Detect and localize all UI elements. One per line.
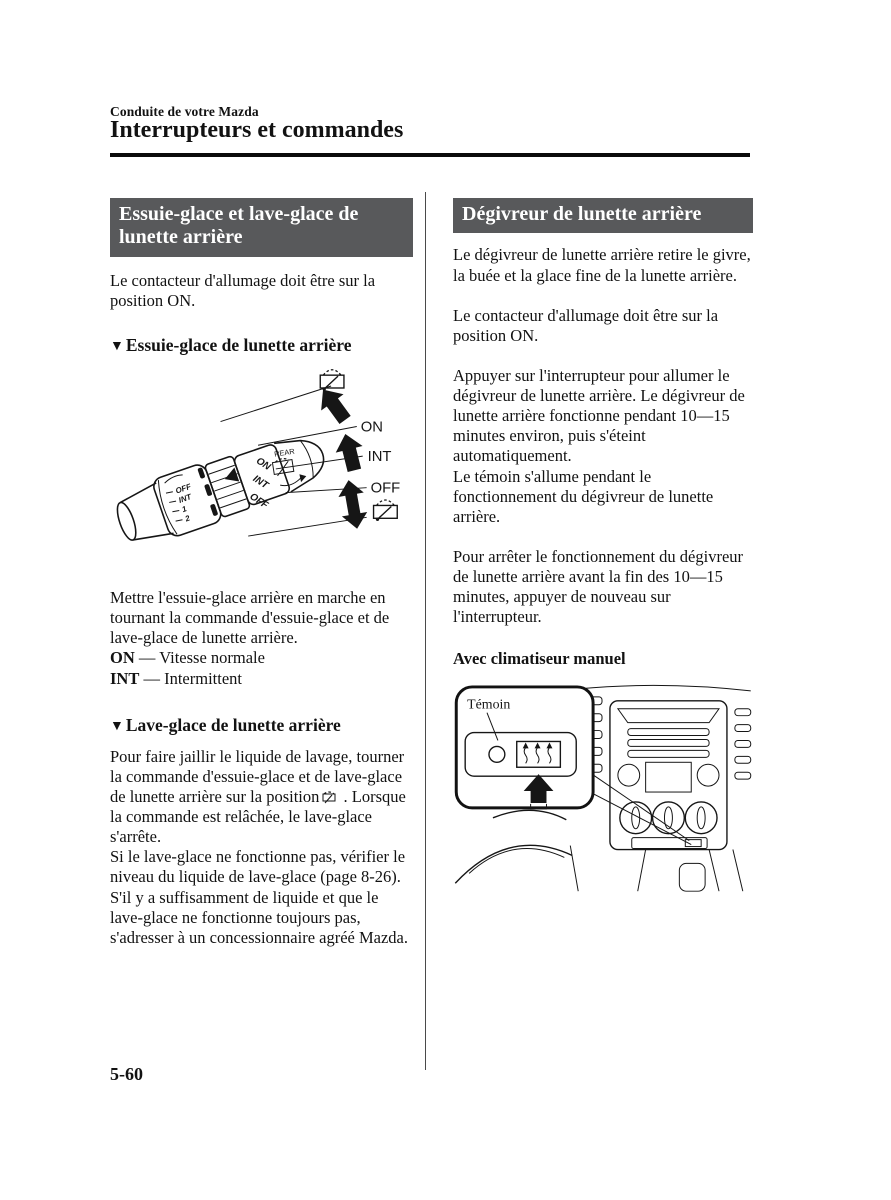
hvac-knobs xyxy=(620,802,717,834)
page-number: 5-60 xyxy=(110,1064,143,1084)
defroster-switch-diagram xyxy=(453,679,753,913)
diagram-label-int: INT xyxy=(367,449,392,466)
column-divider xyxy=(425,192,426,1070)
rear-washer-icon xyxy=(321,789,337,804)
paragraph-defroster-operation: Appuyer sur l'interrupteur pour allumer le dégivreur de lunette arrière. Le dégivreur de lunette arrière fonctionne pendant 10—15 minutes environ, puis s'éteint automatiquement. xyxy=(453,365,745,466)
triangle-marker-icon: ▼ xyxy=(110,718,124,734)
knob-label-2: 2 xyxy=(183,513,192,524)
callout-label: Témoin xyxy=(467,698,511,714)
wiper-stalk xyxy=(110,425,334,558)
legend-desc: — Vitesse normale xyxy=(134,648,265,668)
collar-label-int: INT xyxy=(250,473,271,492)
collar-label-on: ON xyxy=(253,455,273,473)
steering-wheel xyxy=(455,811,578,892)
subsection-heading-rear-washer xyxy=(110,715,413,736)
legend-desc: — Intermittent xyxy=(139,668,242,688)
section-title-wiper-washer: Essuie-glace et lave-glace de lunette arrière xyxy=(110,198,413,257)
legend-term: INT xyxy=(110,668,140,688)
paragraph-washer-troubleshoot: Si le lave-glace ne fonctionne pas, vérifier le niveau du liquide de lave-glace (page 8-26). S'il y a suffisamment de liquide et que le lave-glace ne fonctionne toujours pas, s'adresser à un concessionnaire agréé Mazda. xyxy=(110,847,408,947)
triangle-marker-icon: ▼ xyxy=(110,339,124,355)
right-vent-slats xyxy=(735,709,751,779)
paragraph-defroster-indicator: Le témoin s'allume pendant le fonctionnement du dégivreur de lunette arrière. xyxy=(453,466,714,526)
page-title: Interrupteurs et commandes xyxy=(110,117,404,143)
knob-label-off: OFF xyxy=(174,481,193,496)
paragraph-defroster-purpose: Le dégivreur de lunette arrière retire le givre, la buée et la glace fine de la lunette arrière. xyxy=(453,245,751,285)
paragraph-ignition-right: Le contacteur d'allumage doit être sur la position ON. xyxy=(453,305,719,345)
knob-label-int: INT xyxy=(177,492,193,505)
paragraph-washer-operation: Pour faire jaillir le liquide de lavage, tourner la commande d'essuie-glace et de lave-glace de lunette arrière sur la position . Lorsque la commande est relâchée, le lave-glace s'arrête. xyxy=(110,746,406,847)
manual-ac-heading: Avec climatiseur manuel xyxy=(453,649,626,669)
paragraph-ignition-left: Le contacteur d'allumage doit être sur la position ON. xyxy=(110,270,376,310)
right-column xyxy=(453,198,753,913)
callout-bubble xyxy=(456,687,593,809)
rear-wiper-stalk-diagram xyxy=(110,366,416,562)
arrow-up-int xyxy=(332,431,368,474)
subsection-heading-text: Lave-glace de lunette arrière xyxy=(125,714,341,735)
legend-term: ON xyxy=(110,648,135,668)
knob-label-1: 1 xyxy=(180,504,188,515)
arrow-double-off xyxy=(336,478,370,531)
center-stack xyxy=(610,701,727,850)
diagram-label-off: OFF xyxy=(370,480,401,497)
section-title-defroster: Dégivreur de lunette arrière xyxy=(453,198,753,233)
left-column xyxy=(110,198,413,948)
paragraph-wiper-operation: Mettre l'essuie-glace arrière en marche en tournant la commande d'essuie-glace et de lave-glace de lunette arrière. xyxy=(110,588,390,648)
subsection-heading-rear-wiper xyxy=(110,335,413,356)
breadcrumb: Conduite de votre Mazda xyxy=(110,104,259,119)
paragraph-defroster-stop: Pour arrêter le fonctionnement du dégivreur de lunette arrière avant la fin des 10—15 minutes, appuyer de nouveau sur l'interrupteur. xyxy=(453,546,744,627)
rear-wiper-icon xyxy=(320,370,344,391)
rear-label: REAR xyxy=(273,446,296,459)
header-rule xyxy=(110,153,750,157)
diagram-label-on: ON xyxy=(360,419,383,436)
subsection-heading-text: Essuie-glace de lunette arrière xyxy=(125,335,352,356)
rear-wiper-icon xyxy=(374,500,398,521)
legend-line-on xyxy=(110,648,413,668)
collar-label-off: OFF xyxy=(247,491,270,512)
legend-line-int xyxy=(110,669,413,689)
